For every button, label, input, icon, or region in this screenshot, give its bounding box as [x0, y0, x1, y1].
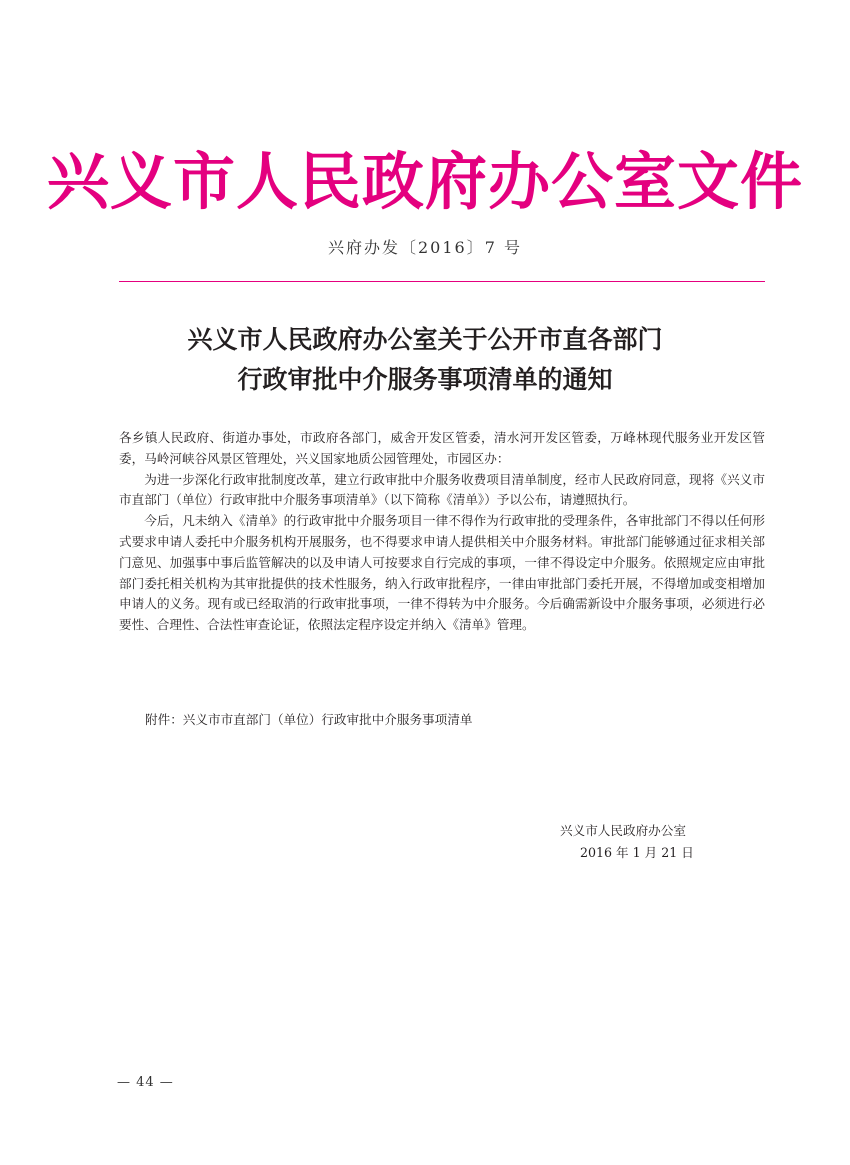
notice-title-line-2: 行政审批中介服务事项清单的通知	[237, 365, 613, 394]
attachment-note: 附件：兴义市市直部门（单位）行政审批中介服务事项清单	[145, 712, 473, 727]
body-paragraph-1: 为进一步深化行政审批制度改革，建立行政审批中介服务收费项目清单制度，经市人民政府同意，现将《兴义市市直部门（单位）行政审批中介服务事项清单》（以下简称《清单》）予以公布，请遵照执行。	[119, 471, 765, 508]
signature-date: 2016 年 1 月 21 日	[580, 845, 694, 860]
addressees: 各乡镇人民政府、街道办事处，市政府各部门，威舍开发区管委，清水河开发区管委，万峰林现代服务业开发区管委，马岭河峡谷风景区管理处，兴义国家地质公园管理处，市园区办：	[119, 430, 765, 466]
notice-title	[0, 320, 850, 400]
signature-organization: 兴义市人民政府办公室	[560, 823, 686, 838]
notice-body	[119, 428, 765, 636]
document-number: 兴府办发〔2016〕7 号	[328, 238, 522, 257]
body-paragraph-2: 今后，凡未纳入《清单》的行政审批中介服务项目一律不得作为行政审批的受理条件，各审批部门不得以任何形式要求申请人委托中介服务机构开展服务，也不得要求申请人提供相关中介服务材料。审批部门能够通过征求相关部门意见、加强事中事后监管解决的以及申请人可按要求自行完成的事项，一律不得设定中介服务。依照规定应由审批部门委托相关机构为其审批提供的技术性服务，纳入行政审批程序，一律由审批部门委托开展，不得增加或变相增加申请人的义务。现有或已经取消的行政审批事项，一律不得转为中介服务。今后确需新设中介服务事项，必须进行必要性、合理性、合法性审查论证，依照法定程序设定并纳入《清单》管理。	[119, 513, 765, 633]
page-number: — 44 —	[117, 1075, 174, 1090]
notice-title-line-1: 兴义市人民政府办公室关于公开市直各部门	[187, 325, 663, 354]
document-banner-title: 兴义市人民政府办公室文件	[46, 145, 803, 218]
signature-block	[548, 820, 748, 864]
red-divider-line	[119, 281, 765, 282]
